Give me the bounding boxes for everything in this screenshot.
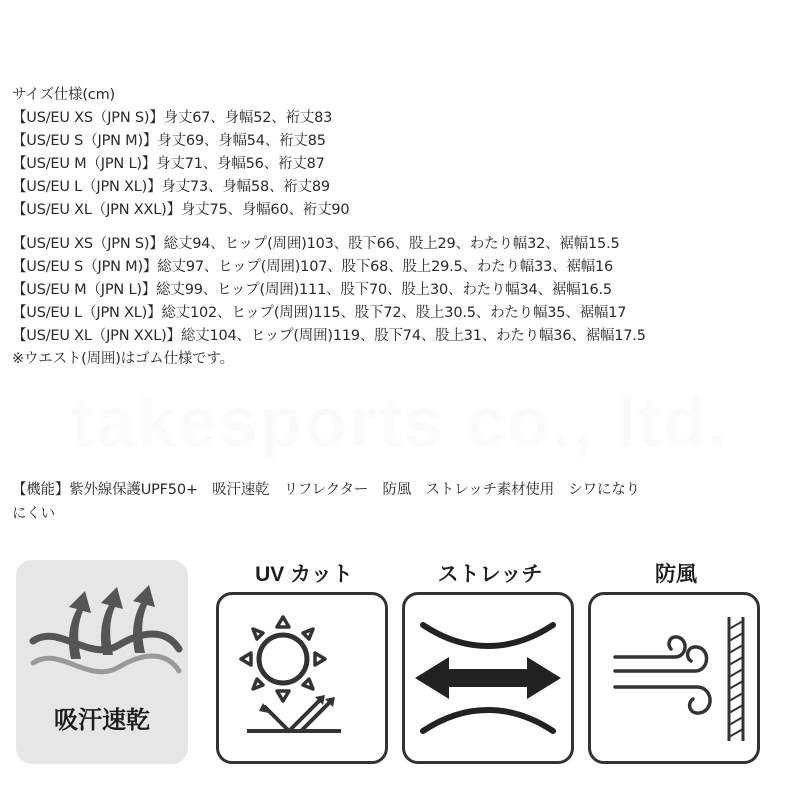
uv-cut-graphic <box>219 595 385 761</box>
feature-icons <box>16 560 786 780</box>
spec-top-line: 【US/EU XS（JPN S)】身丈67、身幅52、裄丈83 <box>12 110 333 126</box>
sweat-block <box>16 560 192 780</box>
uv-cut-icon <box>216 592 388 764</box>
spec-top-line: 【US/EU L（JPN XL)】身丈73、身幅58、裄丈89 <box>12 179 330 195</box>
spec-top-line: 【US/EU XL（JPN XXL)】身丈75、身幅60、裄丈90 <box>12 202 350 218</box>
wind-block <box>588 560 764 780</box>
stretch-block <box>402 560 578 780</box>
stretch-graphic <box>405 595 571 761</box>
spec-bottom-line: 【US/EU XS（JPN S)】総丈94、ヒップ(周囲)103、股下66、股上29、わたり幅32、裾幅15.5 <box>12 236 620 252</box>
spec-top-line: 【US/EU M（JPN L)】身丈71、身幅56、裄丈87 <box>12 156 325 172</box>
windproof-graphic <box>591 595 757 761</box>
sweat-label: 吸汗速乾 <box>54 706 150 734</box>
uv-block <box>216 560 392 780</box>
wind-title: 防風 <box>655 563 697 586</box>
uv-title: UV カット <box>255 563 353 586</box>
features-text <box>12 478 792 526</box>
spec-note: ※ウエスト(周囲)はゴム仕様です。 <box>12 351 234 367</box>
sweat-wicking-icon <box>16 560 188 764</box>
watermark: takesports co., ltd. <box>70 383 730 461</box>
features-line: にくい <box>12 506 55 522</box>
stretch-icon <box>402 592 574 764</box>
spec-bottom-line: 【US/EU M（JPN L)】総丈99、ヒップ(周囲)111、股下70、股上30、わたり幅34、裾幅16.5 <box>12 282 612 298</box>
size-spec <box>12 84 797 371</box>
spec-bottom-line: 【US/EU S（JPN M)】総丈97、ヒップ(周囲)107、股下68、股上29.5、わたり幅33、裾幅16 <box>12 259 614 275</box>
spec-bottom-line: 【US/EU XL（JPN XXL)】総丈104、ヒップ(周囲)119、股下74、股上31、わたり幅36、裾幅17.5 <box>12 328 646 344</box>
spec-bottom-line: 【US/EU L（JPN XL)】総丈102、ヒップ(周囲)115、股下72、股上30.5、わたり幅35、裾幅17 <box>12 305 627 321</box>
features-line: 【機能】紫外線保護UPF50+ 吸汗速乾 リフレクター 防風 ストレッチ素材使用 シワになり <box>12 482 640 498</box>
spec-top-line: 【US/EU S（JPN M)】身丈69、身幅54、裄丈85 <box>12 133 326 149</box>
windproof-icon <box>588 592 760 764</box>
spec-heading: サイズ仕様(cm) <box>12 87 115 103</box>
stretch-title: ストレッチ <box>437 563 543 586</box>
